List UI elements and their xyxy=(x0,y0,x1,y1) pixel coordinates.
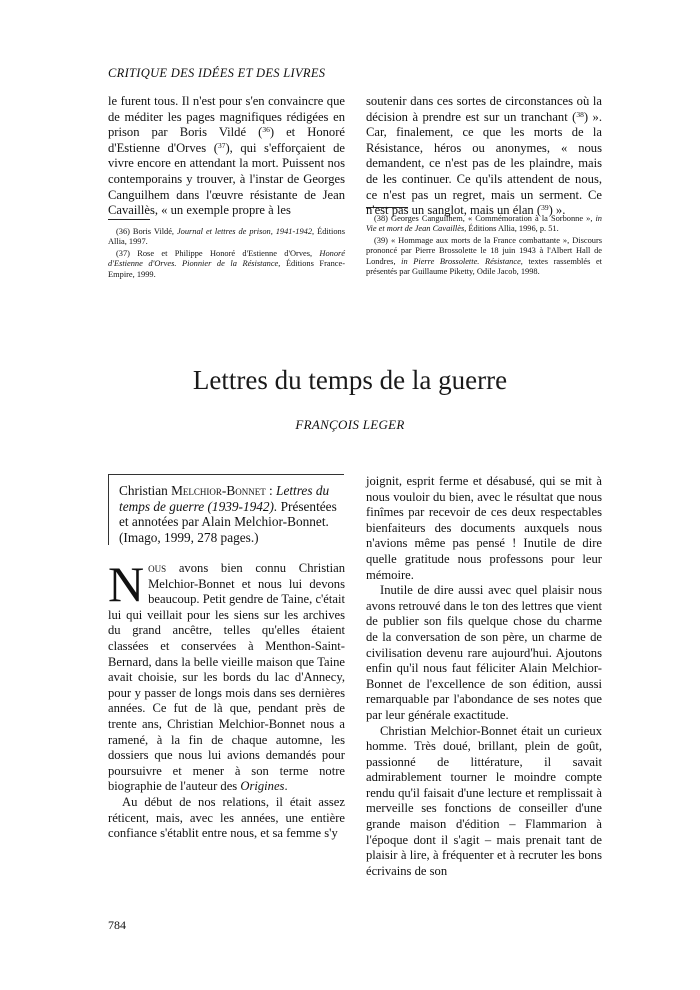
page-number: 784 xyxy=(108,918,126,932)
body-right-column xyxy=(366,474,602,879)
top-right-paragraph: soutenir dans ces sortes de circonstances où la décision à prendre est sur un tranchant ($^{38}$) ». Car, finalement, ce que les morts de la Résistance, héros ou anonymes, « nous demandent, ce n'est pas de les plaindre, mais de les continuer. Ce qu'ils attendent de nous, ce n'est pas un regret, mais un serment. Ce n'est pas un sanglot, mais un élan ($^{39}$) ». xyxy=(366,94,602,218)
footnote-divider-left xyxy=(108,219,150,220)
article-author: FRANÇOIS LEGER xyxy=(295,417,405,432)
top-right-column xyxy=(366,94,602,219)
author-surname: Melchior-Bonnet xyxy=(171,483,266,498)
footnote-ref-39: 39 xyxy=(541,203,549,213)
running-head: CRITIQUE DES IDÉES ET DES LIVRES xyxy=(108,66,326,80)
footnote-36: (36) Boris Vildé, Journal et lettres de prison, 1941-1942, Éditions Allia, 1997. xyxy=(108,227,345,247)
drop-cap: N xyxy=(108,556,145,612)
footnote-ref-38: 38 xyxy=(576,109,584,119)
top-left-column xyxy=(108,94,345,219)
body-paragraph-1: Nous avons bien connu Christian Melchior-Bonnet et nous lui devons beaucoup. Petit gendre de Taine, c'était lui qui veillait pour les siens sur les archives du grand ancêtre, telles qu'elles étaient classées et conservées à Menthon-Saint-Bernard, dans la belle vieille maison que Taine avait choisie, sur les bords du lac d'Annecy, pour y passer de longs mois dans ses dernières années. Ce fut de là que, pendant près de trente ans, Christian Melchior-Bonnet nous a ramené, à la fin de chaque automne, les dossiers que nous lui avions demandés pour poursuivre et mener à son terme notre biographie de l'auteur des Origines. xyxy=(108,556,345,794)
footnote-ref-37: 37 xyxy=(217,140,226,150)
footnote-37: (37) Rose et Philippe Honoré d'Estienne d'Orves, Honoré d'Estienne d'Orves. Pionnier de la Résistance, Éditions France-Empire, 1999. xyxy=(108,248,346,279)
footnote-38: (38) Georges Canguilhem, « Commémoration à la Sorbonne », in Vie et mort de Jean Cavaillès, Éditions Allia, 1996, p. 51. xyxy=(366,214,602,234)
footnote-divider-right xyxy=(366,207,408,208)
book-reference-box: Christian Melchior-Bonnet : Lettres du temps de guerre (1939-1942). Présentées et annotées par Alain Melchior-Bonnet. (Imago, 1999, 278 pages.) xyxy=(108,474,344,545)
body-paragraph-2: Au début de nos relations, il était assez réticent, mais, avec les années, une entière confiance s'établit entre nous, et sa femme s'y xyxy=(108,794,345,841)
top-left-paragraph: le furent tous. Il n'est pour s'en convaincre que de méditer les pages magnifiques rédigées en prison par Boris Vildé ($^{36}$) et Honoré d'Estienne d'Orves ($^{37}$), qui s'efforçaient de vivre encore en attendant la mort. Puissent nos contemporains y trouver, à l'instar de Georges Canguilhem dans l'œuvre résistante de Jean Cavaillès, « un exemple propre à les xyxy=(108,94,345,218)
footnote-39: (39) « Hommage aux morts de la France combattante », Discours prononcé par Pierre Brossolette le 18 juin 1943 à l'Albert Hall de Londres, in Pierre Brossolette. Résistance, textes rassemblés et présentés par Guillaume Piketty, Odile Jacob, 1998. xyxy=(366,235,602,277)
footnotes-left xyxy=(108,227,345,281)
footnotes-right xyxy=(366,214,602,278)
body-paragraph-4: Inutile de dire aussi avec quel plaisir nous avons retrouvé dans le ton des lettres que vient de publier son fils quelque chose du charme de la conversation de son père, un charme de civilisation devenu rare aujourd'hui. Ajoutons enfin qu'il nous faut féliciter Alain Melchior-Bonnet de l'excellence de son édition, aussi remarquable par l'abondance de ses notes que par leur générale exactitude. xyxy=(366,583,602,722)
body-left-column xyxy=(108,556,345,842)
footnote-ref-36: 36 xyxy=(262,125,270,135)
body-paragraph-5: Christian Melchior-Bonnet était un curieux homme. Très doué, brillant, plein de goût, passionné de littérature, il savait admirablement tourner le moindre compte rendu qu'il faisait d'une lecture et remplissait à merveille ses fonctions de conseiller d'une grande maison d'édition – Flammarion à l'époque dont il s'agit – mais prenait tant de plaisir à lire, à fréquenter et à recruter les bons écrivains de son xyxy=(366,723,602,878)
book-title: Lettres du temps de guerre (1939-1942). xyxy=(119,483,330,514)
body-paragraph-3: joignit, esprit ferme et désabusé, qui se mit à nous vouloir du bien, avec le résultat que nous finîmes par recevoir de ces deux respectables bienfaiteurs des documents auxquels nous n'avions même pas pensé ! Inutile de dire quelle gratitude nous professons pour leur mémoire. xyxy=(366,474,602,582)
article-title: Lettres du temps de la guerre xyxy=(192,365,508,395)
